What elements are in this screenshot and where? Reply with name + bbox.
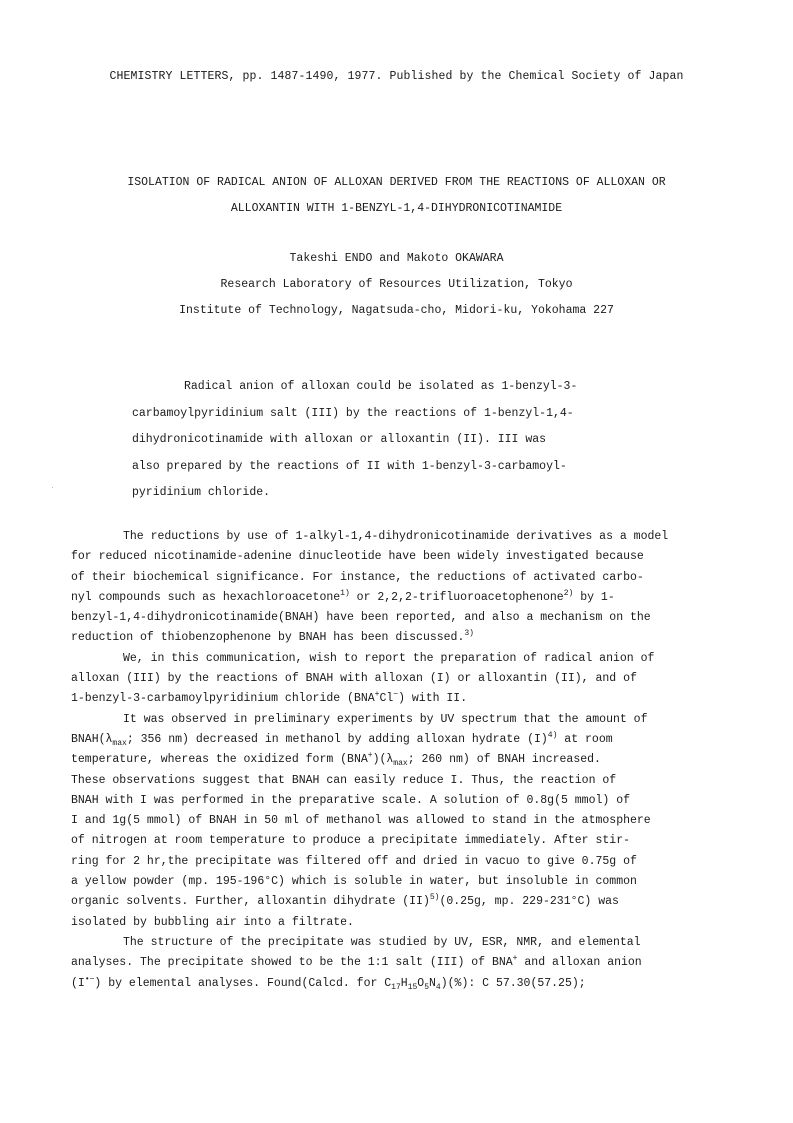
text-span: N [429,976,436,990]
body-line [71,953,721,973]
affiliation-line-2: Institute of Technology, Nagatsuda-cho, Midori-ku, Yokohama 227 [179,304,614,317]
text-span: (0.25g, mp. 229-231°C) was [439,895,619,909]
body-text [71,527,721,994]
text-span: analyses. The precipitate showed to be the 1:1 salt (III) of BNA [71,956,513,970]
text-span: O [417,976,425,990]
text-span: (I [71,976,85,990]
body-line [71,892,721,912]
text-span: and alloxan anion [517,956,642,970]
affiliation-line-1: Research Laboratory of Resources Utilization, Tokyo [220,278,573,291]
body-line [71,730,721,750]
body-line [71,588,721,608]
body-line: These observations suggest that BNAH can easily reduce I. Thus, the reaction of [71,773,617,787]
subscript: max [393,759,408,769]
subscript: max [112,738,127,748]
subscript: 15 [407,982,418,992]
text-span: ) with II. [398,692,468,706]
text-span: ) by elemental analyses. Found(Calcd. for C [94,976,392,990]
body-line [71,689,721,709]
abstract [132,374,652,507]
subscript: 17 [391,982,401,992]
body-line: It was observed in preliminary experiments by UV spectrum that the amount of [123,712,648,726]
reference-mark: 2) [563,588,574,598]
text-span: reduction of thiobenzophenone by BNAH has been discussed. [71,631,465,645]
text-span: )(λ [372,753,394,767]
body-line [71,750,721,770]
body-line: a yellow powder (mp. 195-196°C) which is soluble in water, but insoluble in common [71,875,637,889]
article-title [60,170,733,222]
body-line [71,974,721,994]
text-span: H [400,976,408,990]
body-line: ring for 2 hr,the precipitate was filtered off and dried in vacuo to give 0.75g of [71,854,637,868]
abstract-line: dihydronicotinamide with alloxan or alloxantin (II). III was [132,433,547,446]
text-span: nyl compounds such as hexachloroacetone [71,590,341,604]
text-span: by 1- [573,590,615,604]
scan-speck [52,487,53,488]
text-span: BNAH(λ [71,732,113,746]
title-line-2: ALLOXANTIN WITH 1-BENZYL-1,4-DIHYDRONICOTINAMIDE [230,202,563,215]
body-line: The structure of the precipitate was studied by UV, ESR, NMR, and elemental [123,935,641,949]
abstract-line: Radical anion of alloxan could be isolated as 1-benzyl-3- [184,380,578,393]
body-line: benzyl-1,4-dihydronicotinamide(BNAH) have been reported, and also a mechanism on the [71,611,651,625]
text-span: Cl [379,692,394,706]
body-line: for reduced nicotinamide-adenine dinucleotide have been widely investigated because [71,550,644,564]
charge-mark: + [367,751,373,761]
abstract-line: carbamoylpyridinium salt (III) by the reactions of 1-benzyl-1,4- [132,406,574,420]
author-names: Takeshi ENDO and Makoto OKAWARA [289,252,504,265]
body-line: alloxan (III) by the reactions of BNAH with alloxan (I) or alloxantin (II), and of [71,672,637,686]
body-line: We, in this communication, wish to report the preparation of radical anion of [123,651,655,665]
body-line: BNAH with I was performed in the preparative scale. A solution of 0.8g(5 mmol) of [71,793,630,807]
reference-mark: 4) [547,730,558,740]
body-line: of nitrogen at room temperature to produce a precipitate immediately. After stir- [71,834,630,848]
text-span: )(%): C 57.30(57.25); [440,976,586,990]
body-line: The reductions by use of 1-alkyl-1,4-dihydronicotinamide derivatives as a model [123,530,669,543]
text-span: at room [557,732,613,746]
body-line: of their biochemical significance. For instance, the reductions of activated carbo- [71,570,644,584]
charge-mark: − [393,690,399,700]
text-span: ; 260 nm) of BNAH increased. [407,753,601,767]
abstract-line: pyridinium chloride. [132,486,271,499]
body-line [71,628,721,648]
radical-anion-mark: •− [84,974,95,984]
body-line: isolated by bubbling air into a filtrate. [71,915,354,929]
charge-mark: + [374,690,380,700]
charge-mark: + [512,954,518,964]
text-span: organic solvents. Further, alloxantin dihydrate (II) [71,895,430,909]
body-line: I and 1g(5 mmol) of BNAH in 50 ml of methanol was allowed to stand in the atmosphere [71,814,651,828]
text-span: ; 356 nm) decreased in methanol by adding alloxan hydrate (I) [126,732,548,746]
reference-mark: 3) [464,629,474,639]
title-line-1: ISOLATION OF RADICAL ANION OF ALLOXAN DERIVED FROM THE REACTIONS OF ALLOXAN OR [127,176,666,189]
abstract-line: also prepared by the reactions of II with 1-benzyl-3-carbamoyl- [132,459,567,473]
author-block [60,246,733,324]
reference-mark: 5) [429,893,440,903]
subscript: 4 [435,982,441,992]
text-span: 1-benzyl-3-carbamoylpyridinium chloride (BNA [71,692,375,706]
text-span: or 2,2,2-trifluoroacetophenone [349,590,564,604]
reference-mark: 1) [340,588,350,598]
journal-header: CHEMISTRY LETTERS, pp. 1487-1490, 1977. Published by the Chemical Society of Japan [109,70,684,83]
text-span: temperature, whereas the oxidized form (BNA [71,753,368,767]
subscript: 5 [424,982,430,992]
